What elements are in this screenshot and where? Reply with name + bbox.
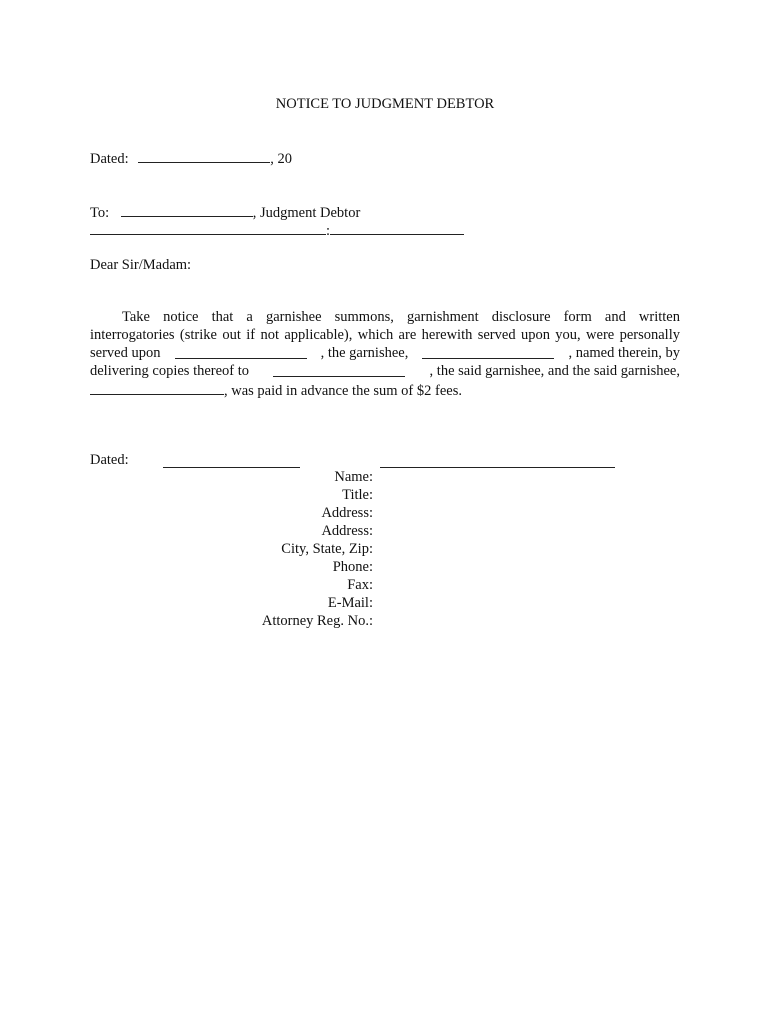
field-email-label: E-Mail:: [327, 595, 373, 611]
address-row: [90, 220, 464, 240]
to-blank[interactable]: [121, 202, 253, 217]
signature-line[interactable]: [380, 467, 615, 468]
field-title-label: Title:: [342, 487, 373, 503]
paragraph-line-1: Take notice that a garnishee summons, garnishment disclosure form and written: [122, 309, 680, 325]
signature-dated-label: Dated:: [90, 452, 129, 468]
paragraph-line-3: [90, 344, 680, 362]
garnishee-name-blank[interactable]: [422, 344, 554, 359]
paragraph-line-5: [90, 380, 680, 400]
to-label: To:: [90, 205, 110, 221]
to-row: [90, 202, 360, 222]
salutation: Dear Sir/Madam:: [90, 257, 192, 273]
field-address-2-label: Address:: [321, 523, 373, 539]
field-phone-label: Phone:: [332, 559, 373, 575]
signature-fields: [200, 468, 373, 630]
the-garnishee-text: , the garnishee,: [320, 345, 409, 361]
notice-paragraph: [90, 308, 680, 400]
paid-fees-text: , was paid in advance the sum of $2 fees.: [224, 383, 462, 399]
year-suffix: , 20: [270, 151, 293, 167]
served-upon-text: served upon: [90, 345, 161, 361]
field-attorney-reg-label: Attorney Reg. No.:: [261, 613, 373, 629]
delivering-copies-text: delivering copies thereof to: [90, 363, 250, 379]
named-therein-text: , named therein, by: [568, 345, 680, 361]
field-name-label: Name:: [334, 469, 373, 485]
dated-row: [90, 148, 292, 168]
field-address-label: Address:: [321, 505, 373, 521]
document-title: NOTICE TO JUDGMENT DEBTOR: [275, 96, 495, 112]
dated-blank[interactable]: [138, 148, 270, 163]
address-colon: :: [326, 223, 331, 239]
judgment-debtor-suffix: , Judgment Debtor: [252, 205, 361, 221]
paragraph-line-2: interrogatories (strike out if not applicable), which are herewith served upon you, were personally: [90, 327, 680, 343]
dated-label: Dated:: [90, 151, 129, 167]
said-garnishee-text: , the said garnishee, and the said garnishee,: [429, 363, 680, 379]
delivered-to-blank[interactable]: [273, 362, 405, 377]
served-upon-blank[interactable]: [175, 344, 307, 359]
paid-by-blank[interactable]: [90, 380, 224, 395]
field-fax-label: Fax:: [347, 577, 373, 593]
address-blank-left[interactable]: [90, 220, 326, 235]
address-blank-right[interactable]: [330, 220, 464, 235]
paragraph-line-4: [90, 362, 680, 380]
field-city-state-zip-label: City, State, Zip:: [281, 541, 373, 557]
